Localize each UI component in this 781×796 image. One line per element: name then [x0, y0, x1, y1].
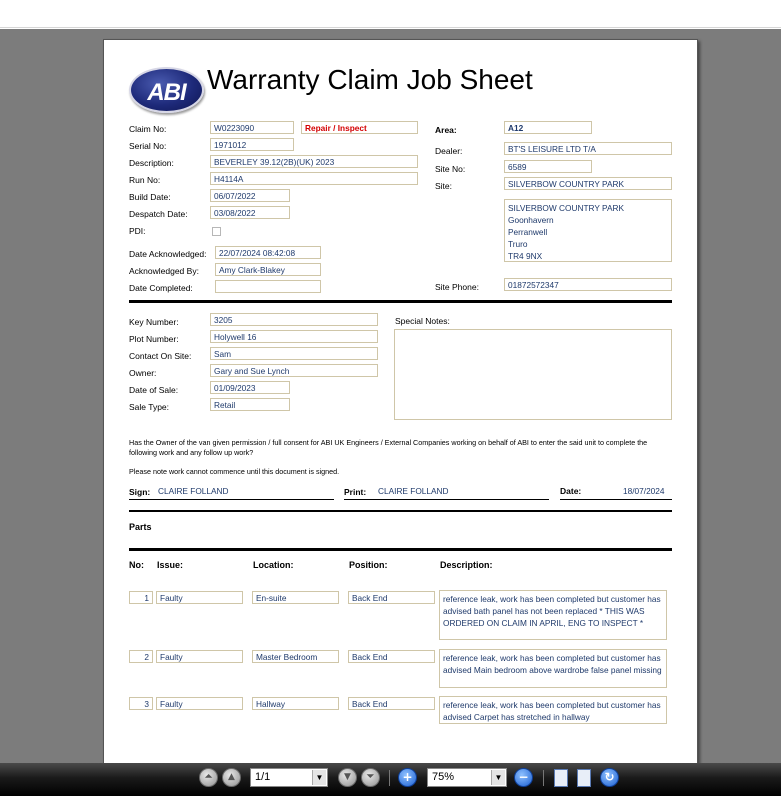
part-description: reference leak, work has been completed but customer has advised bath panel has not been replaced * THIS WAS ORDERED ON CLAIM IN APRIL, ENG TO INSPECT *: [439, 590, 667, 640]
site-address-field: [504, 199, 672, 262]
part-position: Back End: [348, 650, 435, 663]
part-no: 2: [129, 650, 153, 663]
address-line: Goonhavern: [508, 215, 554, 225]
sign-label: Sign:: [129, 487, 151, 497]
zoom-select-value: 75%: [432, 771, 455, 783]
next-page-icon[interactable]: ▼: [338, 768, 357, 787]
print-label: Print:: [344, 487, 367, 497]
pdf-toolbar: [0, 763, 781, 796]
claim-no-label: Claim No:: [129, 124, 167, 134]
contact-on-site-label: Contact On Site:: [129, 351, 192, 361]
site-field: SILVERBOW COUNTRY PARK: [504, 177, 672, 190]
site-phone-label: Site Phone:: [435, 282, 479, 292]
owner-label: Owner:: [129, 368, 157, 378]
part-description: reference leak, work has been completed but customer has advised Main bedroom above wardrobe false panel missing: [439, 649, 667, 688]
special-notes-field: [394, 329, 672, 420]
date-acknowledged-field: 22/07/2024 08:42:08: [215, 246, 321, 259]
description-field: BEVERLEY 39.12(2B)(UK) 2023: [210, 155, 418, 168]
pdi-checkbox: [212, 227, 221, 236]
part-description: reference leak, work has been completed but customer has advised Carpet has stretched in hallway: [439, 696, 667, 724]
page-select[interactable]: [250, 768, 328, 787]
zoom-out-icon[interactable]: −: [514, 768, 533, 787]
description-label: Description:: [129, 158, 174, 168]
page-select-value: 1/1: [255, 771, 271, 783]
section-divider: [129, 510, 672, 512]
date-acknowledged-label: Date Acknowledged:: [129, 249, 207, 259]
serial-no-label: Serial No:: [129, 141, 167, 151]
build-date-field: 06/07/2022: [210, 189, 290, 202]
dealer-label: Dealer:: [435, 146, 463, 156]
run-no-label: Run No:: [129, 175, 161, 185]
part-issue: Faulty: [156, 650, 243, 663]
site-no-label: Site No:: [435, 164, 466, 174]
toolbar-separator: [543, 770, 544, 786]
acknowledged-by-label: Acknowledged By:: [129, 266, 199, 276]
sign-value: CLAIRE FOLLAND: [158, 486, 229, 496]
despatch-date-label: Despatch Date:: [129, 209, 188, 219]
sign-line: [129, 499, 334, 500]
consent-text: Has the Owner of the van given permission / full consent for ABI UK Engineers / External Companies working on behalf of ABI to enter the said unit to complete the following work and any follow up work?: [129, 438, 648, 457]
document-page: [103, 39, 698, 763]
site-phone-field: 01872572347: [504, 278, 672, 291]
owner-field: Gary and Sue Lynch: [210, 364, 378, 377]
area-field: A12: [504, 121, 592, 134]
zoom-in-icon[interactable]: +: [398, 768, 417, 787]
part-location: Hallway: [252, 697, 339, 710]
date-completed-field: [215, 280, 321, 293]
part-no: 3: [129, 697, 153, 710]
rotate-icon[interactable]: ↻: [600, 768, 619, 787]
part-issue: Faulty: [156, 591, 243, 604]
address-line: TR4 9NX: [508, 251, 543, 261]
area-label: Area:: [435, 125, 457, 135]
sale-type-field: Retail: [210, 398, 290, 411]
fit-width-icon[interactable]: [554, 769, 568, 787]
date-completed-label: Date Completed:: [129, 283, 193, 293]
chevron-down-icon: ▼: [312, 770, 326, 785]
acknowledged-by-field: Amy Clark-Blakey: [215, 263, 321, 276]
pdi-label: PDI:: [129, 226, 146, 236]
toolbar-separator: [389, 770, 390, 786]
date-label: Date:: [560, 486, 582, 496]
address-line: Perranwell: [508, 227, 548, 237]
signature-note: Please note work cannot commence until this document is signed.: [129, 467, 340, 476]
address-line: SILVERBOW COUNTRY PARK: [508, 203, 625, 213]
plot-number-field: Holywell 16: [210, 330, 378, 343]
section-divider: [129, 548, 672, 551]
zoom-select[interactable]: [427, 768, 507, 787]
sale-type-label: Sale Type:: [129, 402, 170, 412]
job-sheet: [104, 40, 699, 763]
chevron-down-icon: ▼: [491, 770, 505, 785]
date-of-sale-label: Date of Sale:: [129, 385, 179, 395]
dealer-field: BT'S LEISURE LTD T/A: [504, 142, 672, 155]
claim-no-field: W0223090: [210, 121, 294, 134]
parts-heading: Parts: [129, 522, 152, 532]
previous-page-icon[interactable]: ▲: [222, 768, 241, 787]
build-date-label: Build Date:: [129, 192, 171, 202]
site-label: Site:: [435, 181, 453, 191]
parts-header-position: Position:: [349, 560, 388, 570]
claim-status-field: Repair / Inspect: [301, 121, 418, 134]
parts-header-no: No:: [129, 560, 144, 570]
date-of-sale-field: 01/09/2023: [210, 381, 290, 394]
last-page-icon[interactable]: ⏷: [361, 768, 380, 787]
date-value: 18/07/2024: [623, 486, 665, 496]
parts-header-issue: Issue:: [157, 560, 184, 570]
address-line: Truro: [508, 239, 528, 249]
print-line: [344, 499, 549, 500]
print-value: CLAIRE FOLLAND: [378, 486, 449, 496]
site-no-field: 6589: [504, 160, 592, 173]
fit-page-icon[interactable]: [577, 769, 591, 787]
part-position: Back End: [348, 591, 435, 604]
date-line: [560, 499, 672, 500]
serial-no-field: 1971012: [210, 138, 294, 151]
parts-header-location: Location:: [253, 560, 294, 570]
part-position: Back End: [348, 697, 435, 710]
parts-header-description: Description:: [440, 560, 493, 570]
first-page-icon[interactable]: ⏶: [199, 768, 218, 787]
pdf-viewer[interactable]: [0, 29, 781, 763]
despatch-date-field: 03/08/2022: [210, 206, 290, 219]
contact-on-site-field: Sam: [210, 347, 378, 360]
special-notes-label: Special Notes:: [395, 316, 450, 326]
part-location: En-suite: [252, 591, 339, 604]
page-title: Warranty Claim Job Sheet: [207, 64, 533, 95]
key-number-field: 3205: [210, 313, 378, 326]
part-no: 1: [129, 591, 153, 604]
part-location: Master Bedroom: [252, 650, 339, 663]
abi-logo: ABI: [129, 67, 204, 113]
run-no-field: H4114A: [210, 172, 418, 185]
section-divider: [129, 300, 672, 303]
plot-number-label: Plot Number:: [129, 334, 179, 344]
key-number-label: Key Number:: [129, 317, 179, 327]
part-issue: Faulty: [156, 697, 243, 710]
browser-top-bar: [0, 0, 781, 28]
